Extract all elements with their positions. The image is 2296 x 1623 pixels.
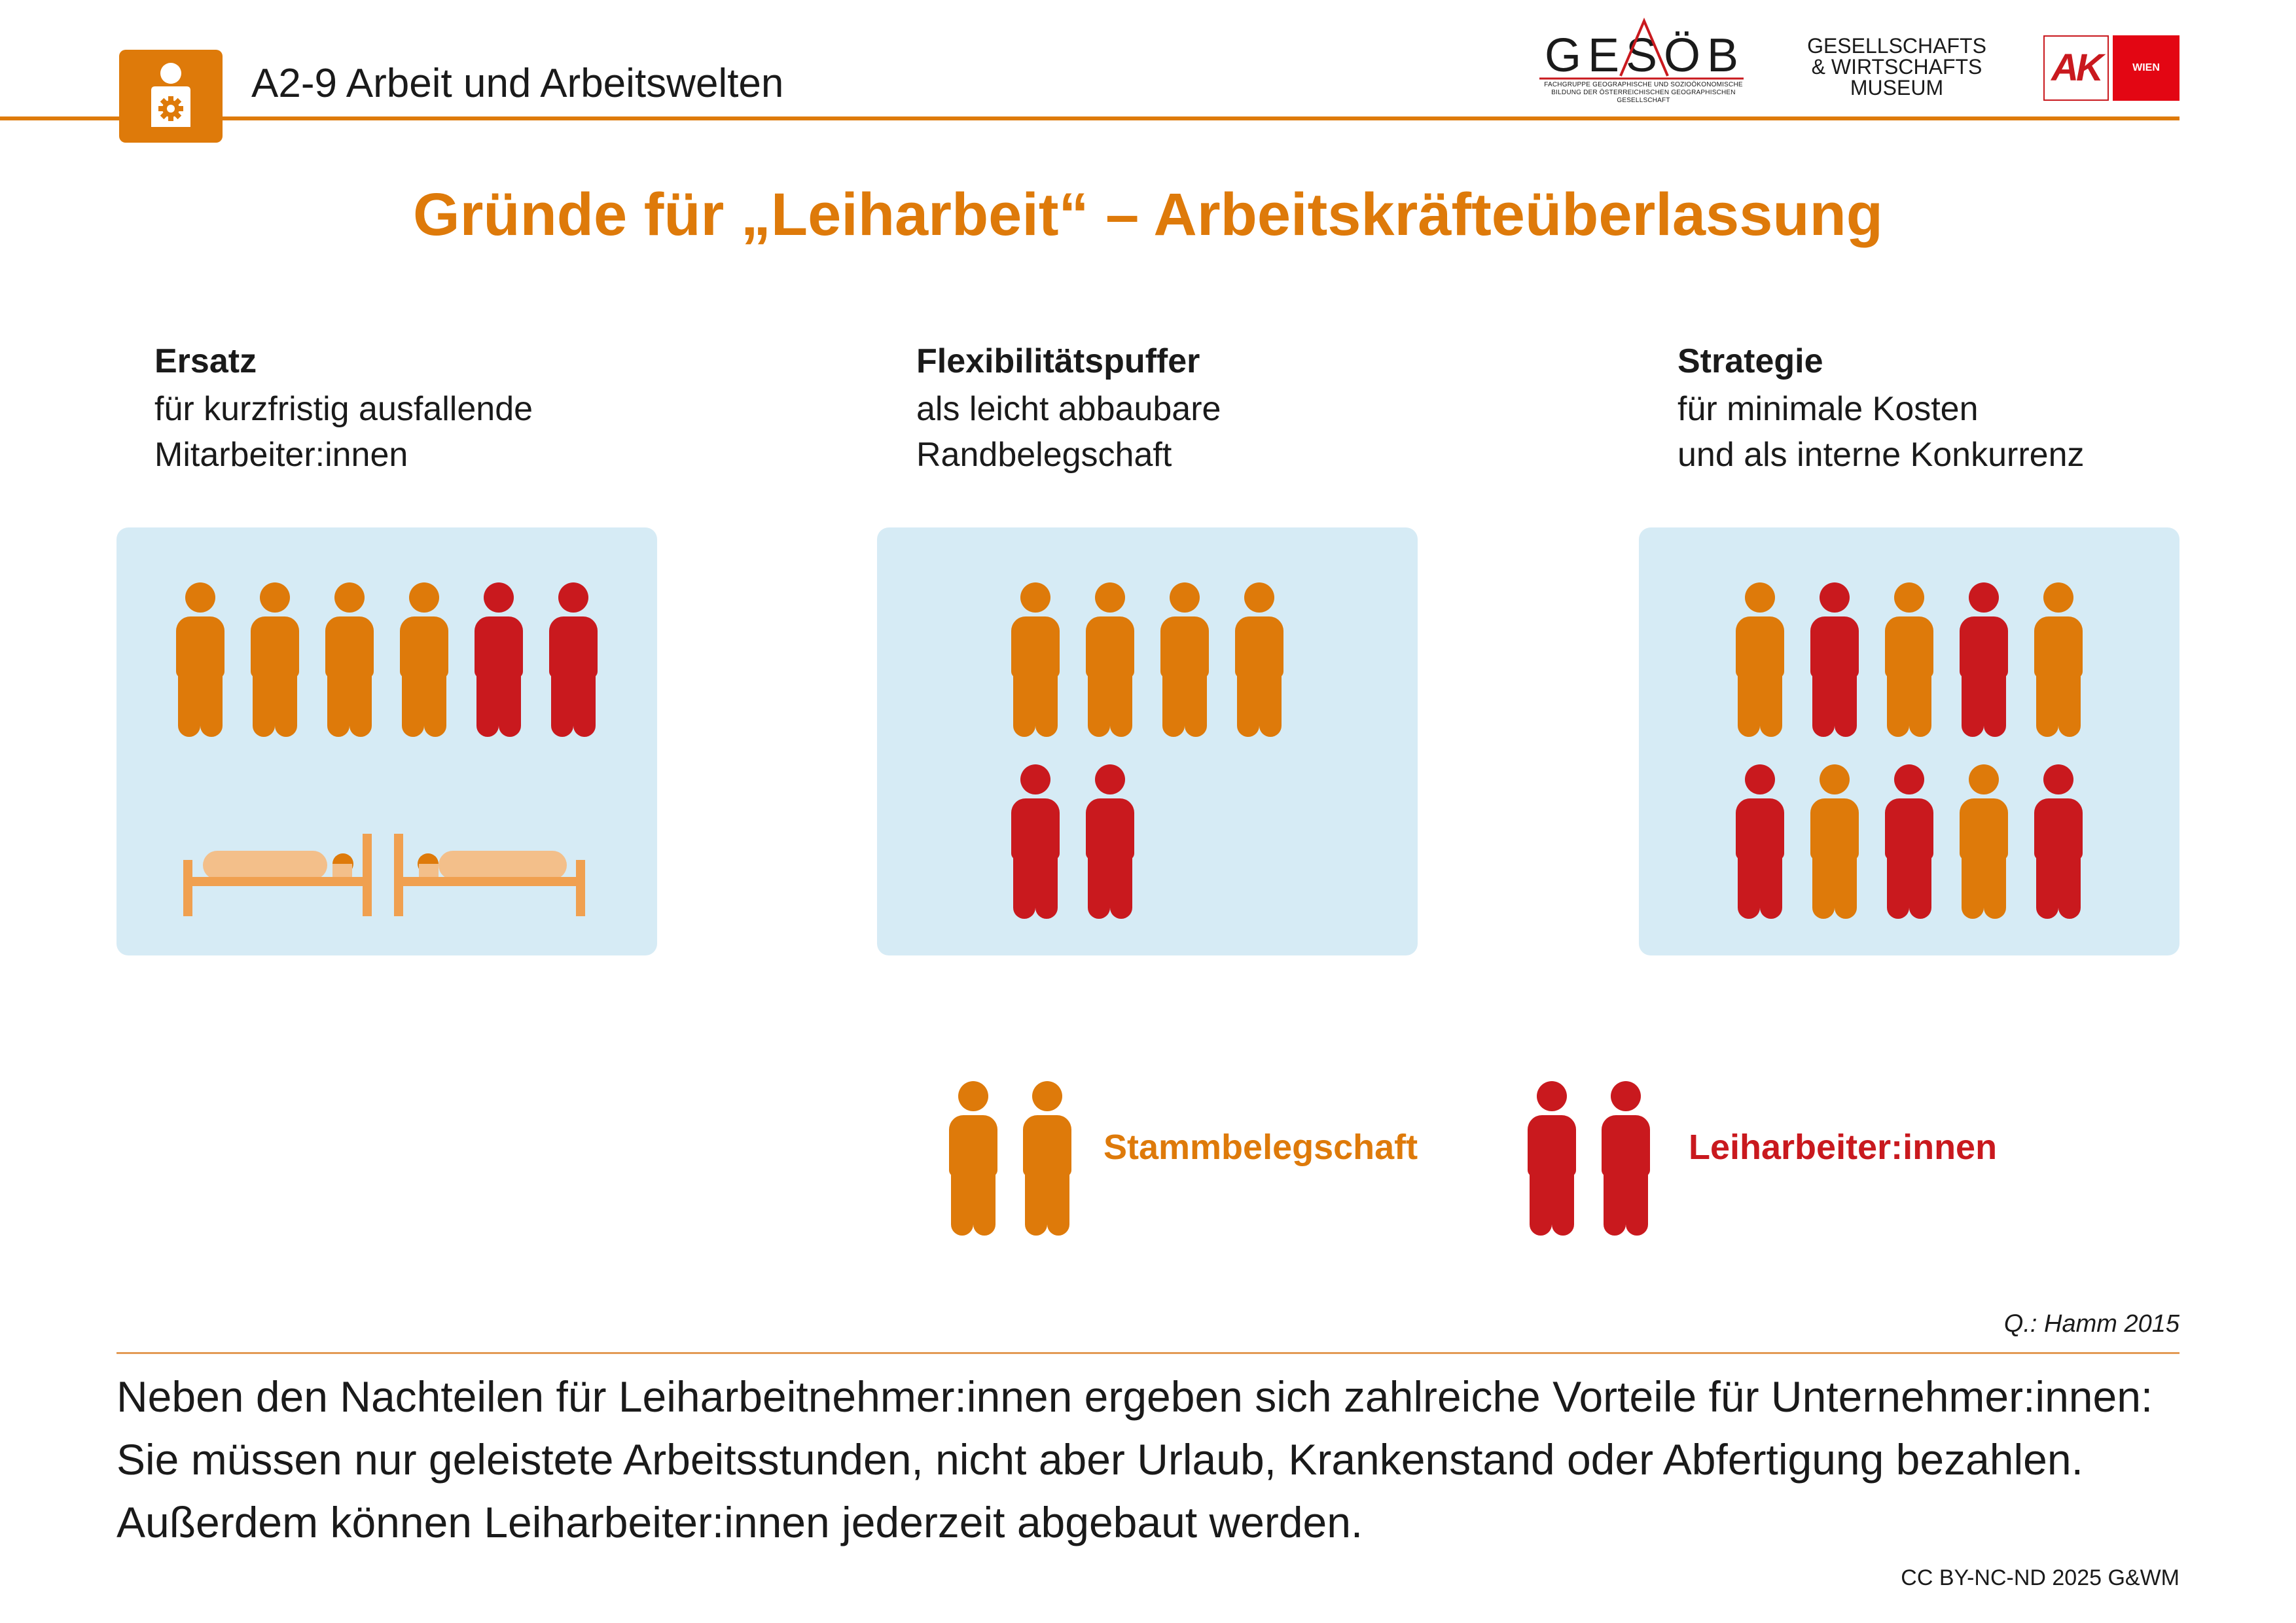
module-badge (119, 50, 223, 143)
leiharbeiter-figure-icon (1086, 764, 1134, 919)
sick-workers-beds-icon (177, 831, 596, 923)
column-subtitle-line: Mitarbeiter:innen (154, 436, 408, 474)
stammbelegschaft-figure-icon (400, 582, 448, 737)
leiharbeiter-figure-icon (2034, 764, 2083, 919)
stammbelegschaft-figure-icon (1235, 582, 1283, 737)
stammbelegschaft-figure-icon (2034, 582, 2083, 737)
ak-wien-logo (2043, 35, 2179, 101)
ak-logo-mark: AK (2043, 35, 2109, 101)
license-note: CC BY-NC-ND 2025 G&WM (1901, 1565, 2179, 1590)
legend-label-leiharbeiter: Leiharbeiter:innen (1689, 1128, 1998, 1167)
column-heading-flexibilitaetspuffer: Flexibilitätspuffer (916, 342, 1200, 380)
leiharbeiter-figure-icon (1528, 1081, 1576, 1236)
column-subtitle-line: für minimale Kosten (1677, 390, 1979, 428)
panel-flexibilitaetspuffer (877, 527, 1418, 955)
column-subtitle-line: für kurzfristig ausfallende (154, 390, 533, 428)
stammbelegschaft-figure-icon (1086, 582, 1134, 737)
source-note: Q.: Hamm 2015 (2003, 1310, 2179, 1338)
stammbelegschaft-figure-icon (949, 1081, 997, 1236)
column-heading-ersatz: Ersatz (154, 342, 257, 380)
stammbelegschaft-figure-icon (1160, 582, 1209, 737)
stammbelegschaft-figure-icon (1960, 764, 2008, 919)
gwm-logo-line: & WIRTSCHAFTS (1811, 55, 1982, 79)
column-subtitle-line: als leicht abbaubare (916, 390, 1221, 428)
stammbelegschaft-figure-icon (1810, 764, 1859, 919)
legend-label-stammbelegschaft: Stammbelegschaft (1103, 1128, 1418, 1167)
leiharbeiter-figure-icon (1011, 764, 1060, 919)
gesoeb-logo-word: GESÖB (1545, 29, 1746, 82)
ak-logo-wien: WIEN (2113, 35, 2179, 101)
stammbelegschaft-figure-icon (1736, 582, 1784, 737)
gesoeb-triangle-icon (1535, 17, 1751, 82)
stammbelegschaft-figure-icon (1885, 582, 1933, 737)
stammbelegschaft-figure-icon (251, 582, 299, 737)
leiharbeiter-figure-icon (1736, 764, 1784, 919)
footer-rule (117, 1352, 2179, 1354)
stammbelegschaft-figure-icon (176, 582, 224, 737)
page-title: Gründe für „Leiharbeit“ – Arbeitskräfteüberlassung (413, 181, 1883, 248)
gwm-logo-line: MUSEUM (1850, 76, 1944, 99)
leiharbeiter-figure-icon (1885, 764, 1933, 919)
column-heading-strategie: Strategie (1677, 342, 1823, 380)
stammbelegschaft-figure-icon (1011, 582, 1060, 737)
gesoeb-logo-caption: FACHGRUPPE GEOGRAPHISCHE UND SOZIOÖKONOMISCHE BILDUNG DER ÖSTERREICHISCHEN GEOGRAPHISCHEN GESELLSCHAFT (1544, 81, 1743, 104)
header-rule (0, 116, 2179, 120)
column-subtitle-line: und als interne Konkurrenz (1677, 436, 2085, 474)
module-title: A2-9 Arbeit und Arbeitswelten (251, 61, 784, 106)
leiharbeiter-figure-icon (1810, 582, 1859, 737)
leiharbeiter-figure-icon (1602, 1081, 1650, 1236)
leiharbeiter-figure-icon (549, 582, 598, 737)
leiharbeiter-figure-icon (475, 582, 523, 737)
worker-gear-icon (119, 50, 223, 143)
gwm-logo-line: GESELLSCHAFTS (1807, 34, 1986, 58)
stammbelegschaft-figure-icon (325, 582, 374, 737)
gwm-logo (1799, 35, 1995, 98)
column-subtitle-line: Randbelegschaft (916, 436, 1172, 474)
stammbelegschaft-figure-icon (1023, 1081, 1071, 1236)
summary-text: Neben den Nachteilen für Leiharbeitnehmer:innen ergeben sich zahlreiche Vorteile für Unternehmer:innen: Sie müssen nur geleistete Arbeitsstunden, nicht aber Urlaub, Krankenstand oder Abfertigung bezahlen. Außerdem können Leiharbeiter:innen jederzeit abgebaut werden. (117, 1372, 2153, 1546)
leiharbeiter-figure-icon (1960, 582, 2008, 737)
